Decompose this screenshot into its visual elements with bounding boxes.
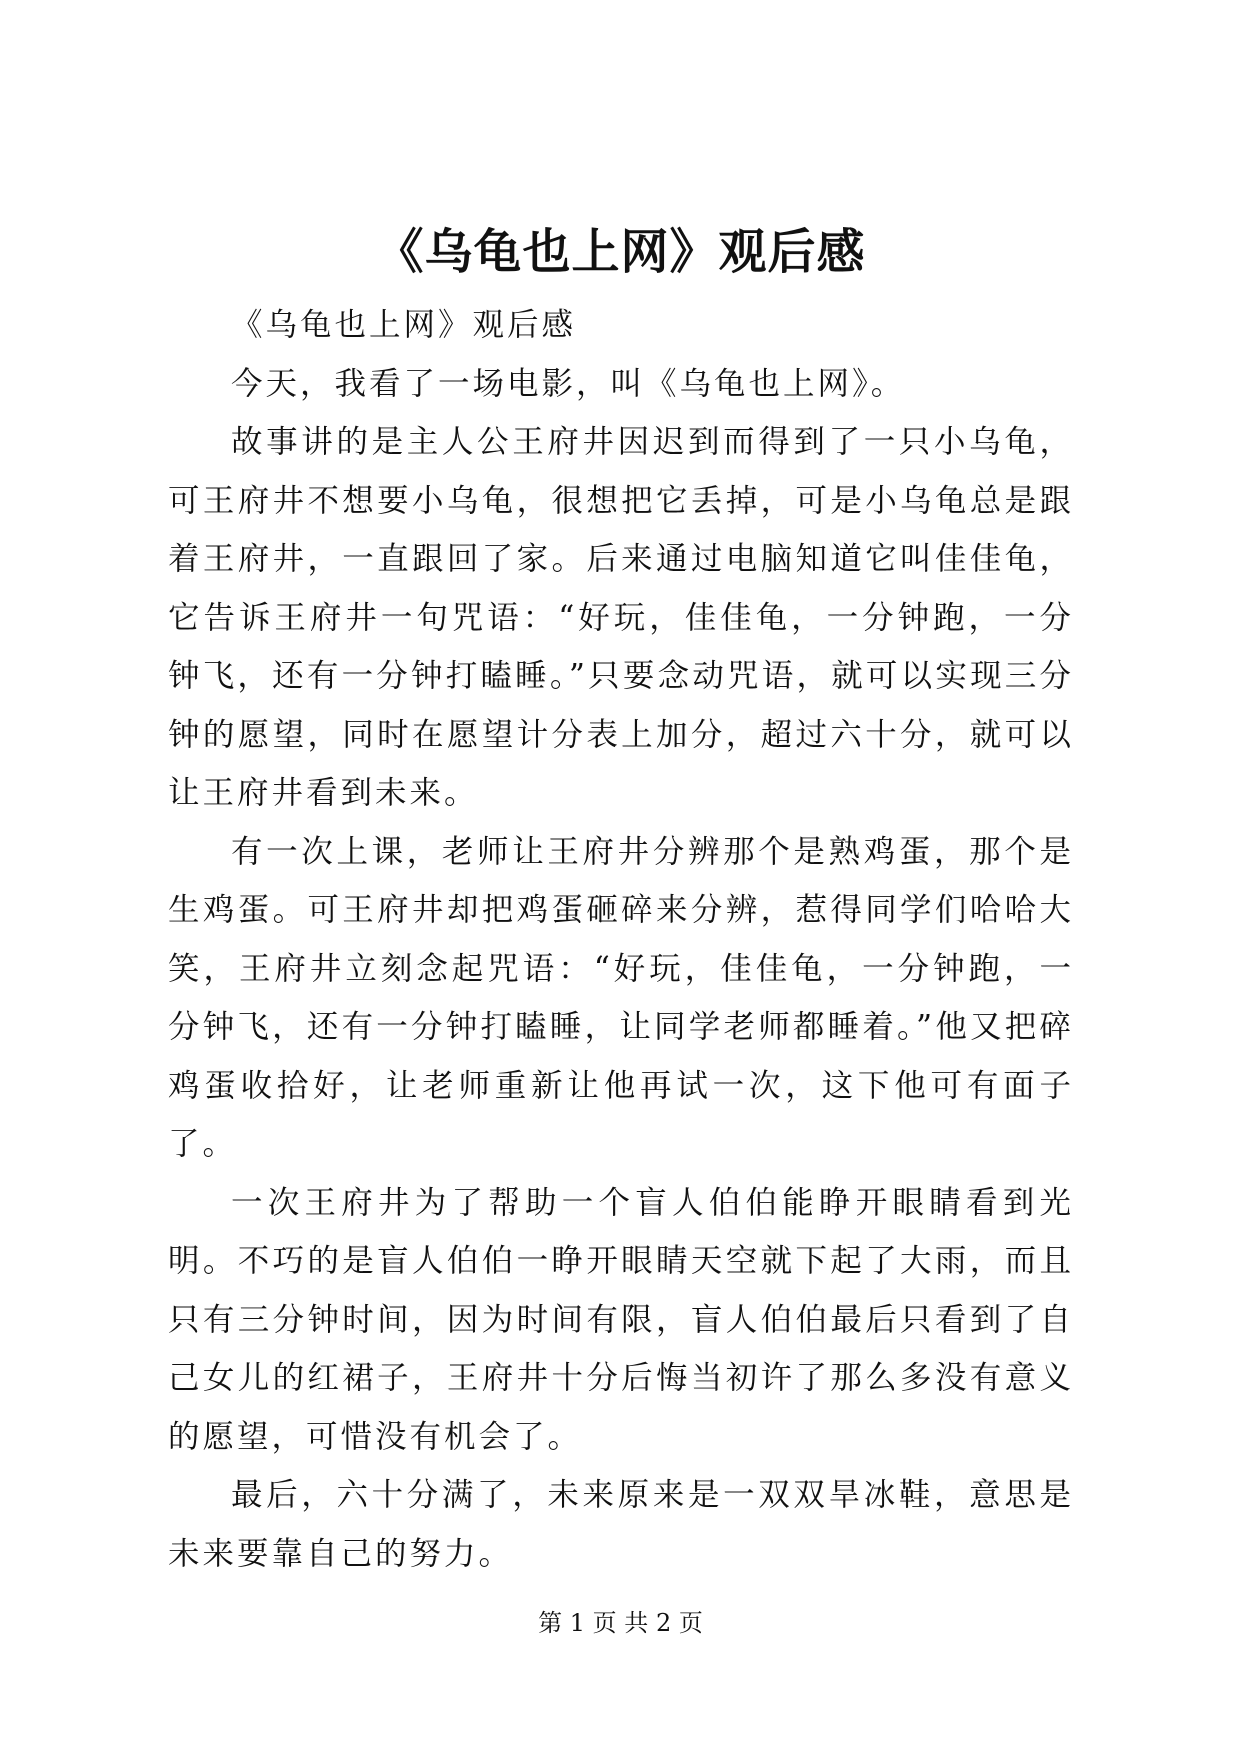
paragraph-ending: 最后，六十分满了，未来原来是一双双旱冰鞋，意思是未来要靠自己的努力。 xyxy=(168,1477,1074,1572)
paragraph-intro: 今天，我看了一场电影，叫《乌龟也上网》。 xyxy=(231,365,906,402)
paragraph-class: 有一次上课，老师让王府井分辨那个是熟鸡蛋，那个是生鸡蛋。可王府井却把鸡蛋砸碎来分辨，惹得同学们哈哈大笑，王府井立刻念起咒语：“好玩，佳佳龟，一分钟跑，一分钟飞，还有一分钟打瞌睡，让同学老师都睡着。”他又把碎鸡蛋收拾好，让老师重新让他再试一次，这下他可有面子了。 xyxy=(168,833,1074,1162)
page-number-footer: 第 1 页 共 2 页 xyxy=(538,1609,703,1637)
paragraph-story: 故事讲的是主人公王府井因迟到而得到了一只小乌龟，可王府井不想要小乌龟，很想把它丢掉，可是小乌龟总是跟着王府井，一直跟回了家。后来通过电脑知道它叫佳佳龟，它告诉王府井一句咒语：“好玩，佳佳龟，一分钟跑，一分钟飞，还有一分钟打瞌睡。”只要念动咒语，就可以实现三分钟的愿望，同时在愿望计分表上加分，超过六十分，就可以让王府井看到未来。 xyxy=(168,424,1074,811)
paragraph-subtitle: 《乌龟也上网》观后感 xyxy=(231,307,577,343)
document-body xyxy=(168,296,1074,1583)
paragraph-blind-man: 一次王府井为了帮助一个盲人伯伯能睁开眼睛看到光明。不巧的是盲人伯伯一睁开眼睛天空就下起了大雨，而且只有三分钟时间，因为时间有限，盲人伯伯最后只看到了自己女儿的红裙子，王府井十分后悔当初许了那么多没有意义的愿望，可惜没有机会了。 xyxy=(168,1184,1074,1455)
document-title: 《乌龟也上网》观后感 xyxy=(375,224,866,280)
